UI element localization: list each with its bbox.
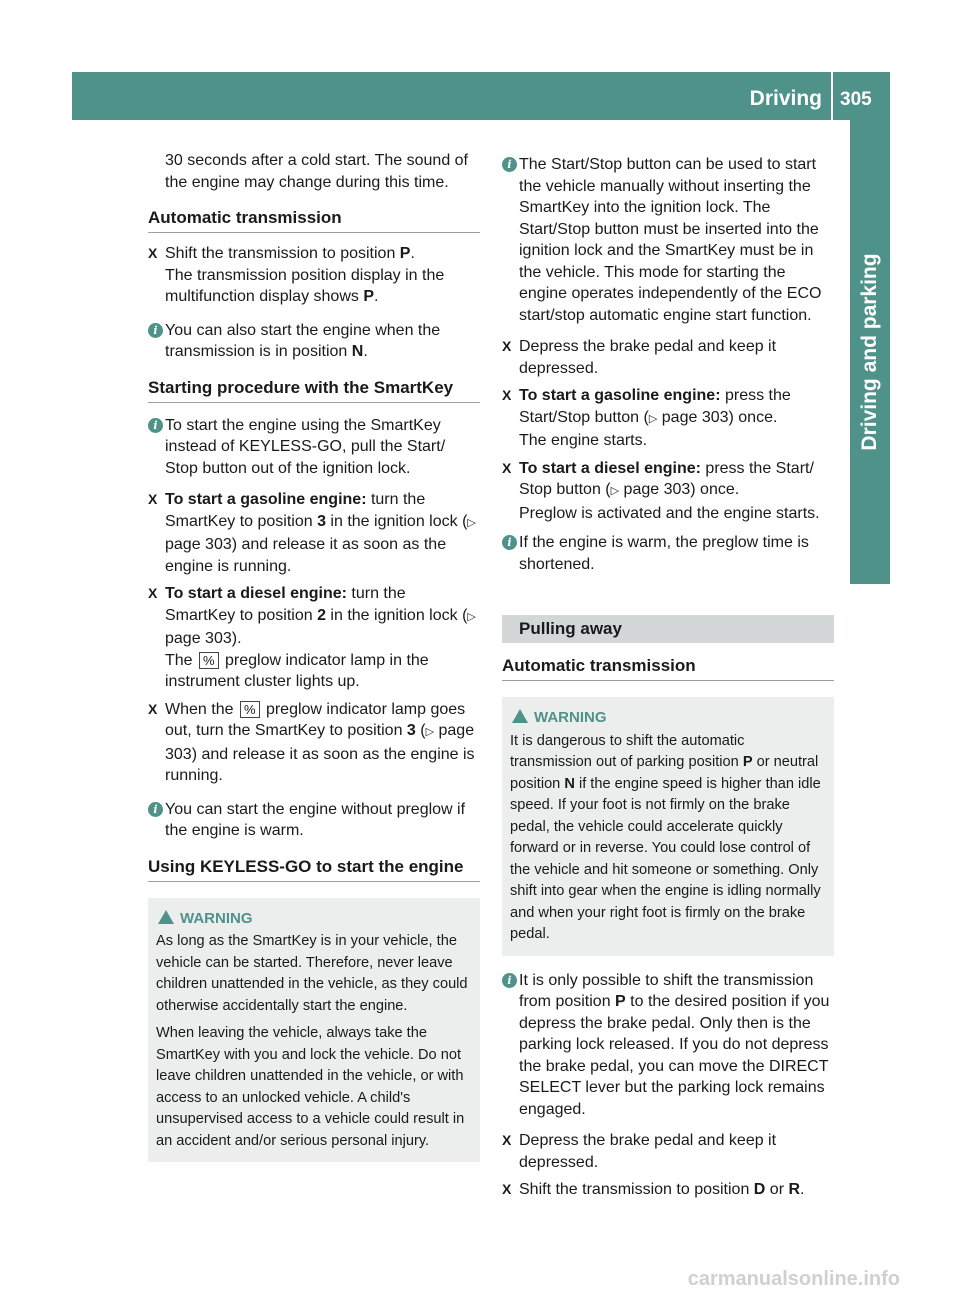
info-icon: i [502, 535, 517, 550]
info-note-no-preglow: i You can start the engine without preglow if the engine is warm. [148, 799, 480, 842]
step-bullet-icon: X [148, 245, 158, 261]
step-diesel-engine: X To start a diesel engine: turn the SmartKey to position 2 in the ignition lock (▷ page 303). The % preglow indicator lamp in the instrument cluster lights up. [148, 585, 476, 690]
info-icon: i [502, 157, 517, 172]
info-icon: i [148, 802, 163, 817]
step-bullet-icon: X [148, 700, 158, 717]
warning-header: WARNING [510, 707, 826, 729]
info-note-smartkey: i To start the engine using the SmartKey instead of KEYLESS-GO, pull the Start/ Stop button out of the ignition lock. [148, 415, 480, 480]
warning-box-shifting [502, 697, 834, 956]
page-ref-arrow-icon: ▷ [467, 610, 476, 623]
heading-keyless-go: Using KEYLESS-GO to start the engine [148, 856, 480, 882]
side-tab-label: Driving and parking [858, 253, 881, 451]
info-icon: i [148, 418, 163, 433]
info-icon: i [148, 323, 163, 338]
warning-triangle-icon [512, 709, 528, 723]
step-bullet-icon: X [502, 1181, 512, 1197]
heading-automatic-transmission: Automatic transmission [148, 207, 480, 233]
heading-starting-procedure: Starting procedure with the SmartKey [148, 377, 480, 403]
preglow-lamp-icon: % [240, 701, 260, 718]
step-bullet-icon: X [502, 459, 512, 476]
page-number: 305 [840, 89, 872, 110]
header-divider [831, 72, 833, 120]
warning-paragraph: It is dangerous to shift the automatic transmission out of parking position P or neutral position N if the engine speed is higher than idle speed. If your foot is not firmly on the brake pedal, the vehicle could accelerate quickly forward or in reverse. You could lose control of the vehicle and hit someone or something. Only shift into gear when the engine is idling normally and when your right foot is firmly on the brake pedal. [510, 732, 821, 942]
info-note-position-n: i You can also start the engine when the transmission is in position N. [148, 320, 480, 363]
step-gasoline-engine: X To start a gasoline engine: turn the SmartKey to position 3 in the ignition lock (▷ page 303) and release it as soon as the engine is running. [148, 491, 476, 575]
right-column [502, 150, 834, 1207]
info-note-parking-lock: i It is only possible to shift the transmission from position P to the desired position if you depress the brake pedal. Only then is the parking lock released. If you do not depress the brake pedal, you can move the DIRECT SELECT lever but the parking lock remains engaged. [502, 970, 834, 1121]
step-preglow-out: X When the % preglow indicator lamp goes out, turn the SmartKey to position 3 (▷ page 303) and release it as soon as the engine is running. [148, 700, 475, 784]
page-ref-arrow-icon: ▷ [467, 516, 476, 529]
step-bullet-icon: X [502, 338, 512, 354]
footer-watermark: carmanualsonline.info [687, 1268, 900, 1290]
page-ref-arrow-icon: ▷ [425, 726, 435, 738]
step-depress-brake-2: X Depress the brake pedal and keep it depressed. [502, 1132, 777, 1171]
warning-header: WARNING [156, 908, 472, 930]
page-ref-arrow-icon: ▷ [648, 412, 658, 425]
step-gasoline-engine-keyless: X To start a gasoline engine: press the Start/Stop button (▷ page 303) once. The engine starts. [502, 387, 791, 449]
step-depress-brake: X Depress the brake pedal and keep it depressed. [502, 338, 777, 377]
heading-pulling-away: Pulling away [502, 615, 834, 643]
heading-automatic-transmission-pulling: Automatic transmission [502, 655, 834, 681]
step-shift-to-p: X Shift the transmission to position P. The transmission position display in the multifunction display shows P. [148, 245, 445, 305]
info-icon: i [502, 973, 517, 988]
continued-text: 30 seconds after a cold start. The sound of the engine may change during this time. [165, 152, 468, 191]
step-bullet-icon: X [502, 387, 512, 403]
warning-box-children [148, 898, 480, 1163]
preglow-lamp-icon: % [199, 652, 219, 669]
warning-paragraph: As long as the SmartKey is in your vehicle, the vehicle can be started. Therefore, never leave children unattended in the vehicle, as they could otherwise accidentally start the engine. [156, 933, 468, 1014]
step-bullet-icon: X [148, 585, 158, 601]
step-bullet-icon: X [502, 1132, 512, 1148]
step-diesel-engine-keyless: X To start a diesel engine: press the Start/ Stop button (▷ page 303) once. Preglow is activated and the engine starts. [502, 459, 820, 522]
step-shift-d-or-r: X Shift the transmission to position D or R. [502, 1179, 834, 1201]
warning-paragraph: When leaving the vehicle, always take the SmartKey with you and lock the vehicle. Do not leave children unattended in the vehicle, or with access to an unlocked vehicle. A child's unsupervised access to a vehicle could result in an accident and/or serious personal injury. [156, 1025, 465, 1149]
info-note-preglow-shortened: i If the engine is warm, the preglow time is shortened. [502, 532, 834, 575]
info-note-start-stop-button: i The Start/Stop button can be used to start the vehicle manually without inserting the SmartKey into the ignition lock. The Start/Stop button must be inserted into the ignition lock and the SmartKey must be in the vehicle. This mode for starting the engine operates independently of the ECO start/stop automatic engine start function. [502, 154, 834, 326]
page-ref-arrow-icon: ▷ [610, 485, 620, 497]
step-bullet-icon: X [148, 491, 158, 507]
warning-triangle-icon [158, 910, 174, 924]
section-title: Driving [749, 87, 822, 110]
left-column [148, 150, 480, 1176]
